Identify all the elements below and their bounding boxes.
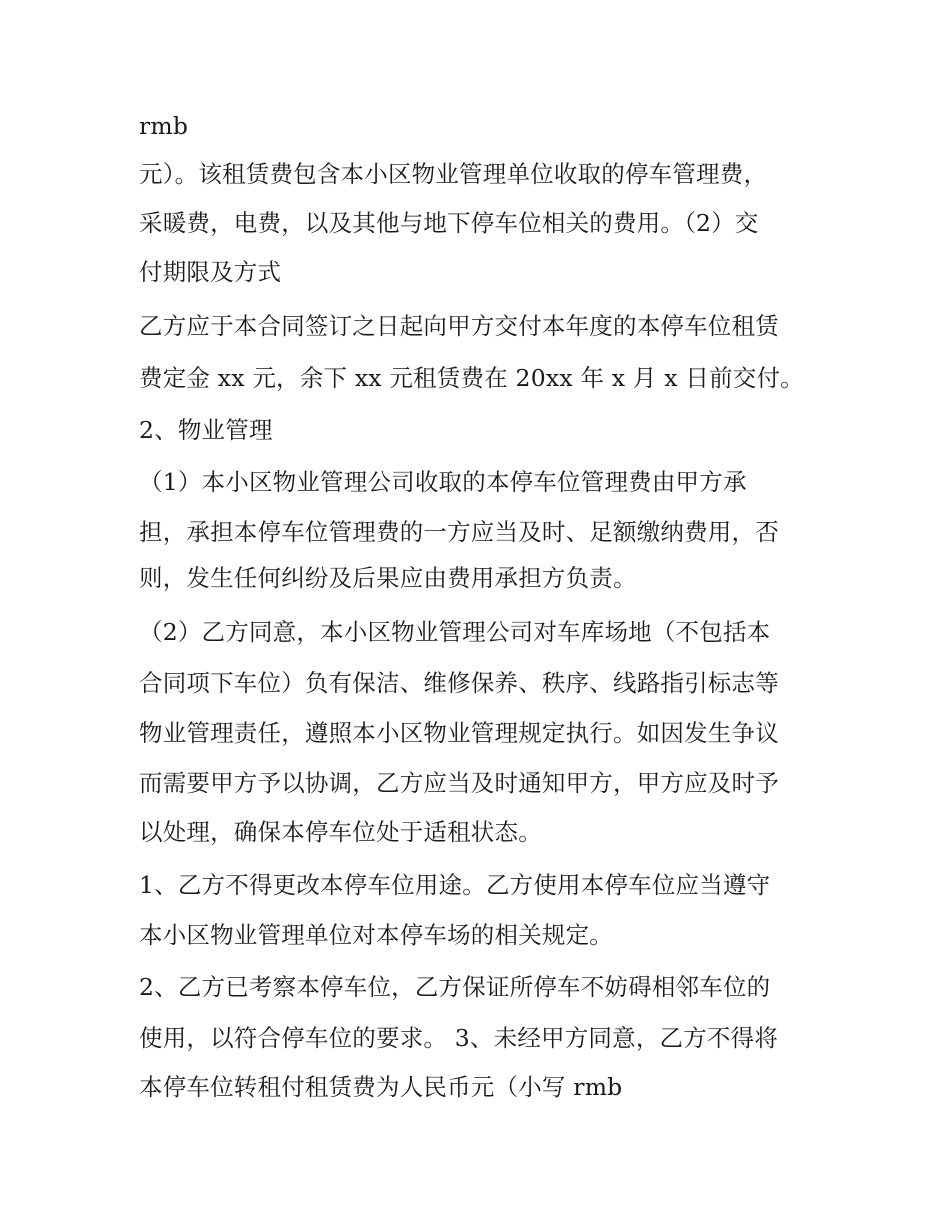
text-line: 元）。该租赁费包含本小区物业管理单位收取的停车管理费， [139, 160, 768, 188]
text-line: 使用，以符合停车位的要求。 3、未经甲方同意，乙方不得将 [139, 1024, 779, 1052]
text-line: 担，承担本停车位管理费的一方应当及时、足额缴纳费用，否 [139, 518, 779, 546]
text-line: 费定金 xx 元，余下 xx 元租赁费在 20xx 年 x 月 x 日前交付。 [139, 364, 804, 392]
text-line: 以处理，确保本停车位处于适租状态。 [139, 818, 542, 846]
text-line: （1）本小区物业管理公司收取的本停车位管理费由甲方承 [139, 468, 747, 496]
text-line: rmb [139, 112, 189, 140]
text-line: 则，发生任何纠纷及后果应由费用承担方负责。 [139, 564, 637, 592]
text-line: 而需要甲方予以协调，乙方应当及时通知甲方，甲方应及时予 [139, 769, 779, 797]
text-line: 付期限及方式 [139, 258, 282, 286]
text-line: 2、乙方已考察本停车位，乙方保证所停车不妨碍相邻车位的 [139, 973, 771, 1001]
text-line: 乙方应于本合同签订之日起向甲方交付本年度的本停车位租赁 [139, 312, 779, 340]
text-line: 合同项下车位）负有保洁、维修保养、秩序、线路指引标志等 [139, 669, 779, 697]
text-line: 物业管理责任，遵照本小区物业管理规定执行。如因发生争议 [139, 719, 779, 747]
text-line: 1、乙方不得更改本停车位用途。乙方使用本停车位应当遵守 [139, 871, 771, 899]
text-line: （2）乙方同意，本小区物业管理公司对车库场地（不包括本 [139, 618, 771, 646]
section-heading: 2、物业管理 [139, 416, 273, 444]
text-line: 本停车位转租付租赁费为人民币元（小写 rmb [139, 1073, 623, 1101]
text-line: 采暖费，电费，以及其他与地下停车位相关的费用。（2）交 [139, 209, 759, 237]
text-line: 本小区物业管理单位对本停车场的相关规定。 [139, 921, 613, 949]
